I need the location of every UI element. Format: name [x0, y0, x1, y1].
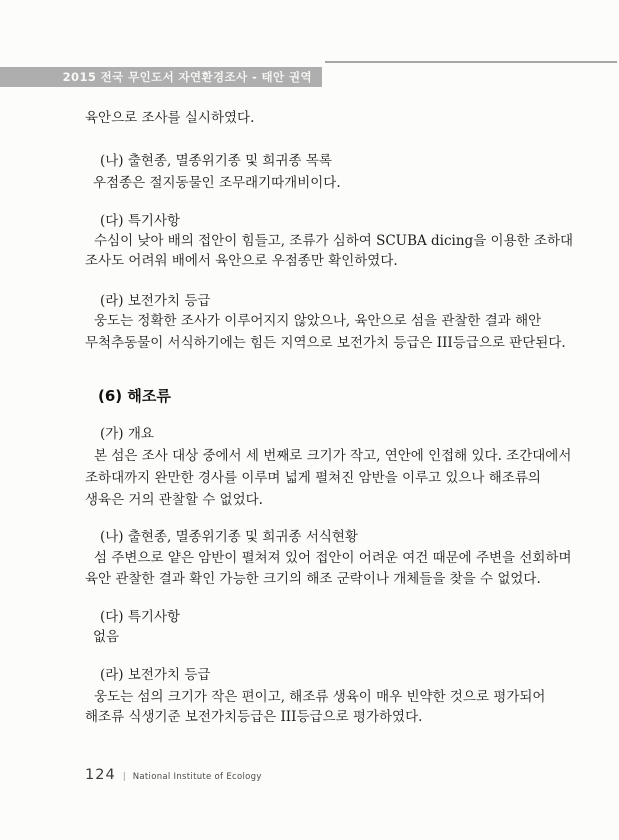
- text-line: (다) 특기사항: [100, 213, 181, 229]
- text-line: (가) 개요: [100, 426, 154, 442]
- text-line: 조사도 어려워 배에서 육안으로 우점종만 확인하였다.: [85, 253, 398, 269]
- footer-institute: National Institute of Ecology: [132, 772, 262, 782]
- text-line: 섬 주변으로 얕은 암반이 펼쳐져 있어 접안이 어려운 여건 때문에 주변을 선회하며: [94, 550, 572, 566]
- text-line: (라) 보전가치 등급: [100, 667, 211, 683]
- text-line: 웅도는 섬의 크기가 작은 편이고, 해조류 생육이 매우 빈약한 것으로 평가되어: [94, 689, 546, 705]
- text-line: 우점종은 절지동물인 조무래기따개비이다.: [93, 175, 341, 191]
- text-line: 수심이 낮아 배의 접안이 힘들고, 조류가 심하여 SCUBA dicing을 이용한 조하대: [94, 233, 574, 249]
- text-line: 육안으로 조사를 실시하였다.: [85, 110, 255, 126]
- running-header-title: 2015 전국 무인도서 자연환경조사 - 태안 권역: [62, 70, 312, 84]
- text-line: 없음: [93, 629, 120, 645]
- text-line: 웅도는 정확한 조사가 이루어지지 않았으나, 육안으로 섬을 관찰한 결과 해안: [94, 313, 542, 329]
- page-number: 124: [85, 767, 116, 783]
- text-line: 해조류 식생기준 보전가치등급은 III등급으로 평가하였다.: [85, 709, 423, 725]
- text-line: (다) 특기사항: [100, 609, 181, 625]
- section-heading: (6) 해조류: [98, 387, 171, 405]
- text-line: 조하대까지 완만한 경사를 이루며 넓게 펼쳐진 암반을 이루고 있으나 해조류의: [85, 470, 541, 486]
- text-line: 본 섬은 조사 대상 중에서 세 번째로 크기가 작고, 연안에 인접해 있다. 조간대에서: [94, 448, 572, 464]
- text-line: 무척추동물이 서식하기에는 힘든 지역으로 보전가치 등급은 III등급으로 판단된다.: [85, 335, 566, 351]
- footer-divider: |: [122, 772, 126, 782]
- page-footer: [85, 767, 262, 783]
- text-line: 생육은 거의 관찰할 수 없었다.: [85, 492, 263, 508]
- text-line: (나) 출현종, 멸종위기종 및 희귀종 서식현황: [100, 529, 358, 545]
- text-line: (라) 보전가치 등급: [100, 293, 211, 309]
- text-line: (나) 출현종, 멸종위기종 및 희귀종 목록: [100, 153, 332, 169]
- text-line: 육안 관찰한 결과 확인 가능한 크기의 해조 군락이나 개체들을 찾을 수 없었다.: [85, 571, 541, 587]
